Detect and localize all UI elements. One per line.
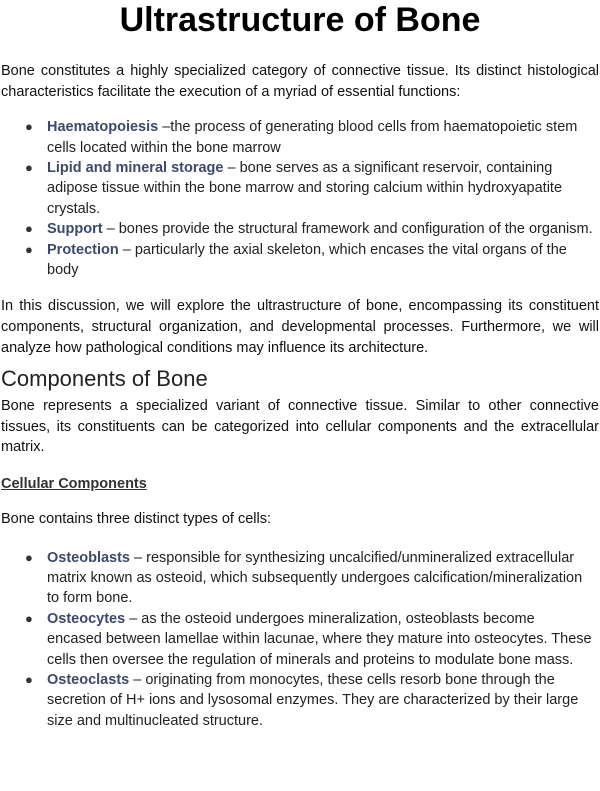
bullet-icon: ● bbox=[25, 221, 33, 237]
function-term: Lipid and mineral storage bbox=[47, 160, 224, 176]
list-item bbox=[1, 158, 599, 219]
intro-paragraph: Bone constitutes a highly specialized category of connective tissue. Its distinct histological characteristics facilitate the execution of a myriad of essential functions: bbox=[1, 63, 599, 100]
components-paragraph: Bone represents a specialized variant of connective tissue. Similar to other connective tissues, its constituents can be categorized into cellular components and the extracellular matrix. bbox=[1, 398, 599, 456]
list-item bbox=[1, 609, 599, 670]
list-item bbox=[1, 548, 599, 609]
cells-intro: Bone contains three distinct types of cells: bbox=[1, 511, 272, 527]
discussion-paragraph: In this discussion, we will explore the ultrastructure of bone, encompassing its constituent components, structural organization, and developmental processes. Furthermore, we will analyze how pathological conditions may influence its architecture. bbox=[1, 298, 599, 356]
list-item bbox=[1, 219, 599, 239]
bullet-icon: ● bbox=[25, 672, 33, 688]
function-term: Haematopoiesis bbox=[47, 119, 159, 136]
section-heading-components: Components of Bone bbox=[1, 366, 208, 392]
bullet-icon: ● bbox=[25, 549, 33, 565]
cell-term: Osteoblasts bbox=[47, 549, 130, 566]
cells-list bbox=[1, 548, 599, 732]
cell-term: Osteoclasts bbox=[47, 672, 130, 689]
cell-term: Osteocytes bbox=[47, 610, 126, 627]
bullet-icon: ● bbox=[25, 241, 33, 257]
subsection-heading-cellular: Cellular Components bbox=[1, 476, 147, 492]
function-desc: – bones provide the structural framework and configuration of the organism. bbox=[102, 221, 593, 238]
cell-desc: – responsible for synthesizing uncalcified/unmineralized extracellular matrix known as osteoid, which subsequently undergoes calcification/mineralization to form bone. bbox=[47, 549, 583, 607]
bullet-icon: ● bbox=[25, 119, 33, 135]
list-item bbox=[1, 670, 599, 731]
function-desc: – particularly the axial skeleton, which encases the vital organs of the body bbox=[47, 241, 567, 279]
functions-list bbox=[1, 117, 599, 280]
bullet-icon: ● bbox=[25, 610, 33, 626]
function-desc: –the process of generating blood cells from haematopoietic stem cells located within the bone marrow bbox=[47, 119, 578, 156]
bullet-icon: ● bbox=[25, 160, 33, 175]
function-term: Protection bbox=[47, 241, 119, 258]
function-desc: – bone serves as a significant reservoir, containing adipose tissue within the bone marrow and storing calcium within hydroxyapatite crystals. bbox=[47, 160, 563, 217]
cell-desc: – originating from monocytes, these cells resorb bone through the secretion of H+ ions and lysosomal enzymes. They are characterized by their large size and multinucleated structure. bbox=[47, 672, 579, 729]
function-term: Support bbox=[47, 221, 103, 238]
list-item bbox=[1, 117, 599, 158]
list-item bbox=[1, 240, 599, 281]
cell-desc: – as the osteoid undergoes mineralization, osteoblasts become encased between lamellae within lacunae, where they mature into osteocytes. These cells then oversee the regulation of minerals and proteins to modulate bone mass. bbox=[47, 610, 592, 668]
page-title: Ultrastructure of Bone bbox=[119, 1, 481, 39]
